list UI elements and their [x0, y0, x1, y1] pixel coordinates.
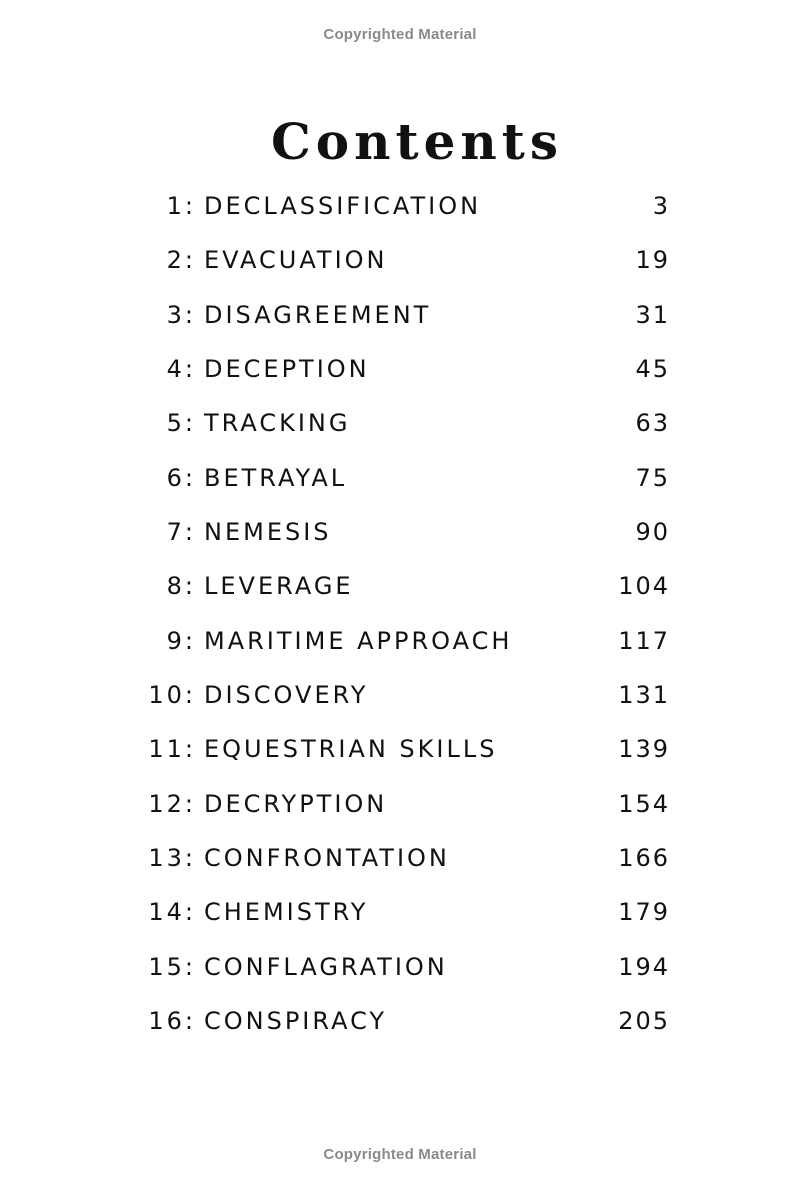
chapter-title: EQUESTRIAN SKILLS	[204, 735, 498, 764]
toc-entry[interactable]	[140, 995, 670, 1049]
toc-entry[interactable]	[140, 941, 670, 995]
copyright-watermark-bottom: Copyrighted Material	[323, 1146, 477, 1163]
chapter-number: 14:	[148, 898, 196, 927]
page-number: 205	[618, 1007, 670, 1036]
toc-entry[interactable]	[140, 832, 670, 886]
toc-entry[interactable]	[140, 452, 670, 506]
chapter-number: 1:	[166, 192, 196, 220]
page-number: 90	[635, 518, 670, 547]
chapter-number: 5:	[166, 409, 196, 438]
page-number: 139	[618, 735, 670, 764]
chapter-title: MARITIME APPROACH	[204, 626, 513, 655]
page-number: 131	[618, 681, 670, 710]
chapter-title: CONSPIRACY	[204, 1007, 388, 1036]
chapter-title: DISAGREEMENT	[204, 300, 432, 329]
chapter-title: CONFRONTATION	[204, 844, 450, 873]
chapter-title: DECRYPTION	[204, 789, 388, 818]
chapter-number: 8:	[166, 572, 196, 601]
page-number: 3	[652, 192, 670, 220]
copyright-watermark-top: Copyrighted Material	[323, 26, 477, 43]
page-number: 166	[618, 844, 670, 873]
chapter-number: 15:	[148, 952, 196, 981]
table-of-contents	[140, 180, 670, 1050]
chapter-number: 10:	[148, 681, 196, 710]
toc-entry[interactable]	[140, 886, 670, 940]
chapter-title: BETRAYAL	[204, 463, 348, 492]
page-number: 154	[618, 789, 670, 818]
chapter-title: CHEMISTRY	[204, 898, 369, 927]
chapter-number: 12:	[148, 789, 196, 818]
chapter-number: 3:	[166, 300, 196, 329]
toc-entry[interactable]	[140, 180, 670, 234]
chapter-title: LEVERAGE	[204, 572, 354, 601]
toc-entry[interactable]	[140, 506, 670, 560]
chapter-number: 6:	[166, 463, 196, 492]
page-title: Contents	[270, 112, 563, 171]
chapter-title: DISCOVERY	[204, 681, 369, 710]
page-number: 75	[635, 463, 670, 492]
toc-entry[interactable]	[140, 289, 670, 343]
chapter-number: 11:	[148, 735, 196, 764]
chapter-title: DECEPTION	[204, 355, 370, 384]
toc-entry[interactable]	[140, 343, 670, 397]
toc-entry[interactable]	[140, 615, 670, 669]
page-number: 179	[618, 898, 670, 927]
chapter-number: 9:	[166, 626, 196, 655]
chapter-title: DECLASSIFICATION	[204, 192, 482, 220]
toc-entry[interactable]	[140, 234, 670, 288]
chapter-number: 13:	[148, 844, 196, 873]
page-number: 63	[635, 409, 670, 438]
page-number: 19	[635, 246, 670, 275]
toc-entry[interactable]	[140, 560, 670, 614]
page-number: 45	[635, 355, 670, 384]
page-number: 104	[618, 572, 670, 601]
chapter-number: 4:	[166, 355, 196, 384]
page-number: 194	[618, 952, 670, 981]
toc-entry[interactable]	[140, 669, 670, 723]
chapter-title: NEMESIS	[204, 518, 332, 547]
toc-entry[interactable]	[140, 397, 670, 451]
page-number: 31	[635, 300, 670, 329]
chapter-number: 16:	[148, 1007, 196, 1036]
chapter-title: TRACKING	[204, 409, 351, 438]
toc-entry[interactable]	[140, 778, 670, 832]
toc-entry[interactable]	[140, 723, 670, 777]
chapter-number: 7:	[166, 518, 196, 547]
chapter-title: EVACUATION	[204, 246, 388, 275]
page-number: 117	[618, 626, 670, 655]
chapter-number: 2:	[166, 246, 196, 275]
chapter-title: CONFLAGRATION	[204, 952, 448, 981]
